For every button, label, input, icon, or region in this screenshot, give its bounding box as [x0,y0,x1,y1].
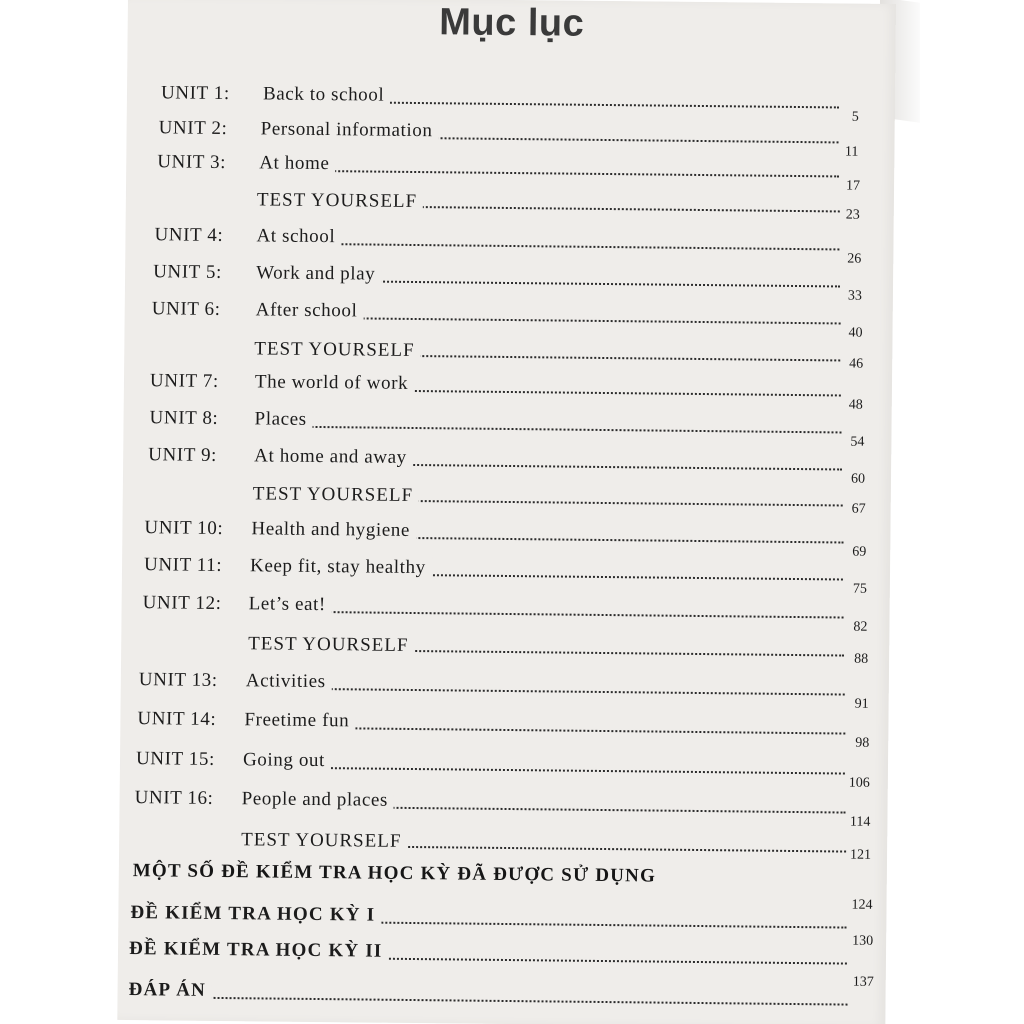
page-number: 33 [847,288,862,304]
unit-title: Activities [246,670,332,693]
book-page [117,0,896,1024]
unit-title: Health and hygiene [251,518,416,542]
unit-title: Personal information [261,118,439,142]
toc-row[interactable] [121,630,889,668]
dot-leader [279,166,839,178]
unit-title: After school [256,299,364,322]
toc-row[interactable] [124,335,892,373]
toc-row[interactable] [122,554,890,597]
unit-title: Back to school [263,83,391,106]
page-number: 60 [850,471,866,487]
page-number: 98 [855,735,870,751]
toc-row[interactable] [119,787,887,830]
unit-title: Going out [243,749,331,772]
dot-leader [266,683,845,695]
toc-row[interactable] [120,748,888,791]
toc-row[interactable] [121,669,889,712]
exam-section-heading: MỘT SỐ ĐỀ KIỂM TRA HỌC KỲ ĐÃ ĐƯỢC SỬ DỤNG [132,860,657,887]
unit-title: At home [259,152,335,175]
toc-row[interactable] [125,261,893,304]
unit-number: UNIT 10: [144,517,224,540]
unit-number: UNIT 9: [148,444,218,466]
page-number: 67 [851,501,866,517]
unit-number: UNIT 6: [151,298,221,320]
toc-row[interactable] [123,444,891,487]
unit-number: UNIT 5: [153,261,223,283]
unit-title: Let’s eat! [249,593,332,616]
toc-row[interactable] [123,407,891,450]
exam-row[interactable] [118,933,886,976]
unit-number: UNIT 12: [142,592,222,614]
toc-row[interactable] [123,480,891,518]
page-title: Mục lục [439,1,585,45]
unit-title: Freetime fun [244,709,355,732]
page-number: 106 [848,775,870,791]
toc-row[interactable] [126,117,894,160]
toc-row[interactable] [126,186,894,224]
page-number: 114 [849,814,871,830]
page-number: 137 [852,974,874,990]
exam-title: ĐÁP ÁN [128,979,212,1002]
page-number: 17 [845,178,861,194]
page-number: 69 [852,544,867,560]
exam-row[interactable] [117,974,885,1017]
toc-row[interactable] [125,224,893,267]
test-yourself-title: TEST YOURSELF [254,338,421,362]
test-yourself-title: TEST YOURSELF [253,483,420,507]
unit-number: UNIT 1: [160,82,230,105]
toc-row[interactable] [119,826,887,864]
page-number: 40 [848,325,863,341]
test-yourself-title: TEST YOURSELF [241,829,408,853]
dot-leader [263,762,845,774]
unit-number: UNIT 16: [134,787,214,809]
toc-row[interactable] [122,517,890,560]
unit-number: UNIT 8: [149,407,219,429]
exam-title: ĐỀ KIỂM TRA HỌC KỲ I [130,902,381,927]
page-number: 26 [847,251,862,267]
unit-title: The world of work [255,371,414,395]
toc-row[interactable] [127,82,895,125]
unit-title: At school [256,225,341,248]
unit-title: Keep fit, stay healthy [250,555,432,579]
toc-row[interactable] [120,708,888,751]
page-number: 121 [849,847,872,863]
unit-number: UNIT 13: [138,669,218,691]
page-number: 5 [851,109,859,125]
test-yourself-title: TEST YOURSELF [257,189,424,213]
dot-leader [149,992,848,1005]
unit-number: UNIT 7: [149,370,219,392]
exam-title: ĐỀ KIỂM TRA HỌC KỲ II [129,938,389,963]
toc-row[interactable] [121,592,889,635]
dot-leader [269,606,844,618]
toc-row[interactable] [124,370,892,413]
dot-leader [275,422,842,434]
toc-row[interactable] [126,151,894,194]
page-number: 124 [851,897,873,913]
page-number: 46 [849,356,864,372]
toc-row[interactable] [125,298,893,341]
unit-number: UNIT 11: [143,554,223,576]
page-number: 54 [850,434,865,450]
exam-row[interactable] [118,897,886,940]
unit-number: UNIT 14: [137,708,217,730]
unit-title: People and places [242,788,395,812]
page-number: 82 [853,619,868,635]
page-number: 88 [854,651,869,667]
test-yourself-title: TEST YOURSELF [248,633,415,657]
unit-number: UNIT 3: [157,151,227,174]
page-number: 48 [848,397,863,413]
unit-title: Work and play [256,262,381,285]
page-number: 91 [854,696,869,712]
unit-number: UNIT 4: [154,224,224,246]
unit-number: UNIT 15: [135,748,216,770]
unit-title: At home and away [254,445,413,469]
unit-title: Places [254,408,312,431]
page-number: 130 [852,933,874,949]
page-number: 23 [845,207,860,223]
page-number: 75 [852,581,867,597]
dot-leader [276,239,839,251]
unit-number: UNIT 2: [158,117,228,140]
page-number: 11 [844,144,859,160]
